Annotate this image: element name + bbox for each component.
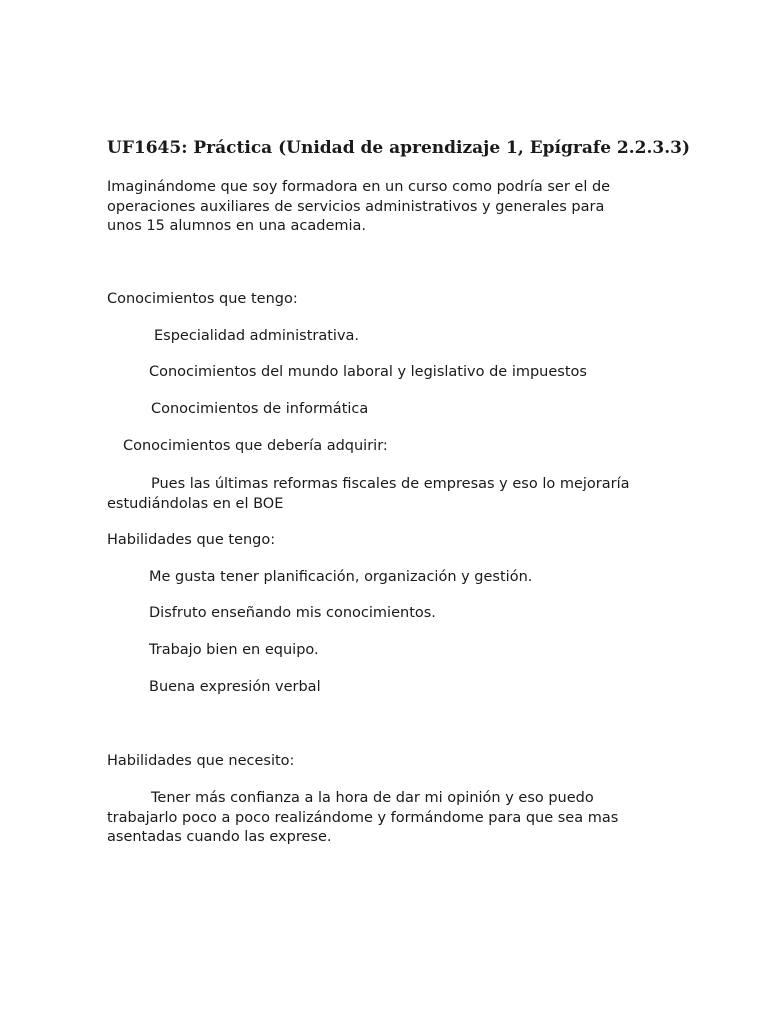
paragraph-line: estudiándolas en el BOE <box>107 495 284 512</box>
conocimientos-adquirir-paragraph <box>107 475 630 514</box>
habilidades-necesito-paragraph <box>107 789 618 848</box>
document-title: UF1645: Práctica (Unidad de aprendizaje 1, Epígrafe 2.2.3.3) <box>107 138 691 158</box>
list-item: Conocimientos de informática <box>151 401 369 417</box>
paragraph-line: asentadas cuando las exprese. <box>107 829 332 845</box>
list-item: Me gusta tener planificación, organización y gestión. <box>149 569 533 585</box>
intro-line: operaciones auxiliares de servicios administrativos y generales para <box>107 198 605 215</box>
intro-paragraph <box>107 178 610 237</box>
list-item: Especialidad administrativa. <box>154 328 360 344</box>
paragraph-line: Pues las últimas reformas fiscales de empresas y eso lo mejoraría <box>151 476 630 492</box>
list-item: Conocimientos del mundo laboral y legislativo de impuestos <box>149 364 587 380</box>
intro-line: unos 15 alumnos en una academia. <box>107 218 367 234</box>
intro-line: Imaginándome que soy formadora en un curso como podría ser el de <box>107 179 611 195</box>
paragraph-line: Tener más confianza a la hora de dar mi opinión y eso puedo <box>151 790 594 806</box>
section-heading-habilidades-necesito: Habilidades que necesito: <box>107 753 295 769</box>
list-item: Trabajo bien en equipo. <box>149 642 319 658</box>
paragraph-line: trabajarlo poco a poco realizándome y formándome para que sea mas <box>107 809 619 826</box>
section-heading-habilidades-tengo: Habilidades que tengo: <box>107 532 276 548</box>
list-item: Buena expresión verbal <box>149 679 321 695</box>
section-heading-conocimientos-tengo: Conocimientos que tengo: <box>107 291 298 307</box>
section-heading-conocimientos-adquirir: Conocimientos que debería adquirir: <box>123 438 388 454</box>
list-item: Disfruto enseñando mis conocimientos. <box>149 605 436 621</box>
